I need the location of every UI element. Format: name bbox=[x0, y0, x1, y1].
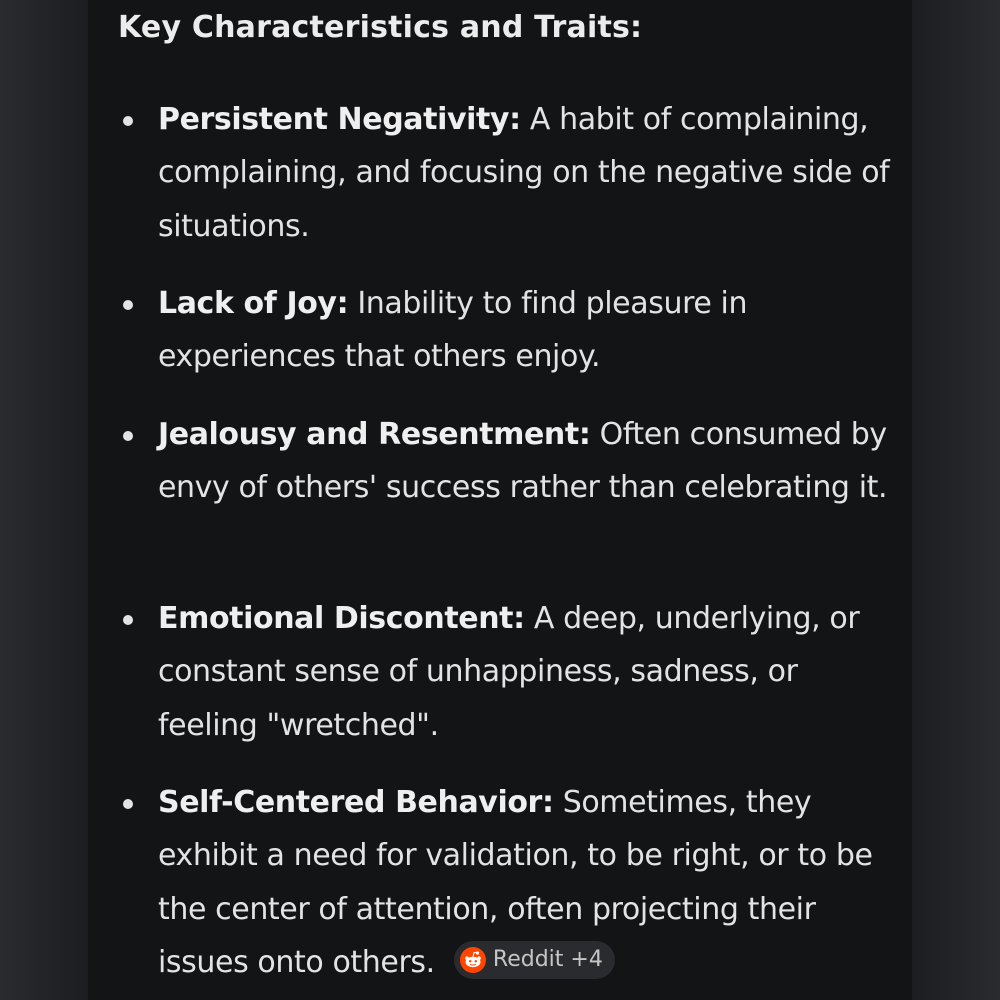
trait-description: Inability to find pleasure in experiences that others enjoy. bbox=[158, 286, 748, 375]
trait-term: Persistent Negativity: bbox=[158, 102, 521, 137]
trait-term: Self-Centered Behavior: bbox=[158, 785, 554, 820]
trait-description: Sometimes, they exhibit a need for validation, to be right, or to be the center of attention, often projecting their issues onto others. bbox=[158, 785, 873, 980]
trait-description: Often consumed by envy of others' success rather than celebrating it. bbox=[158, 417, 888, 506]
list-item-text bbox=[158, 776, 903, 989]
trait-term: Lack of Joy: bbox=[158, 286, 349, 321]
left-backdrop bbox=[0, 0, 88, 1000]
source-chip[interactable] bbox=[454, 941, 615, 979]
response-panel bbox=[88, 0, 912, 1000]
bullet-dot bbox=[123, 431, 133, 441]
list-item-text bbox=[158, 277, 903, 384]
trait-description: A habit of complaining, complaining, and focusing on the negative side of situations. bbox=[158, 102, 890, 244]
bullet-dot bbox=[123, 300, 133, 310]
trait-term: Jealousy and Resentment: bbox=[158, 417, 591, 452]
bullet-dot bbox=[123, 799, 133, 809]
reddit-icon bbox=[460, 947, 486, 973]
list-item-text bbox=[158, 93, 903, 253]
trait-term: Emotional Discontent: bbox=[158, 601, 525, 636]
bullet-dot bbox=[123, 116, 133, 126]
source-chip-label: Reddit +4 bbox=[492, 947, 603, 973]
section-heading: Key Characteristics and Traits: bbox=[118, 10, 643, 45]
bullet-dot bbox=[123, 615, 133, 625]
right-backdrop bbox=[912, 0, 1000, 1000]
list-item-text bbox=[158, 592, 903, 752]
list-item-text bbox=[158, 408, 903, 515]
trait-description: A deep, underlying, or constant sense of unhappiness, sadness, or feeling "wretched". bbox=[158, 601, 860, 743]
